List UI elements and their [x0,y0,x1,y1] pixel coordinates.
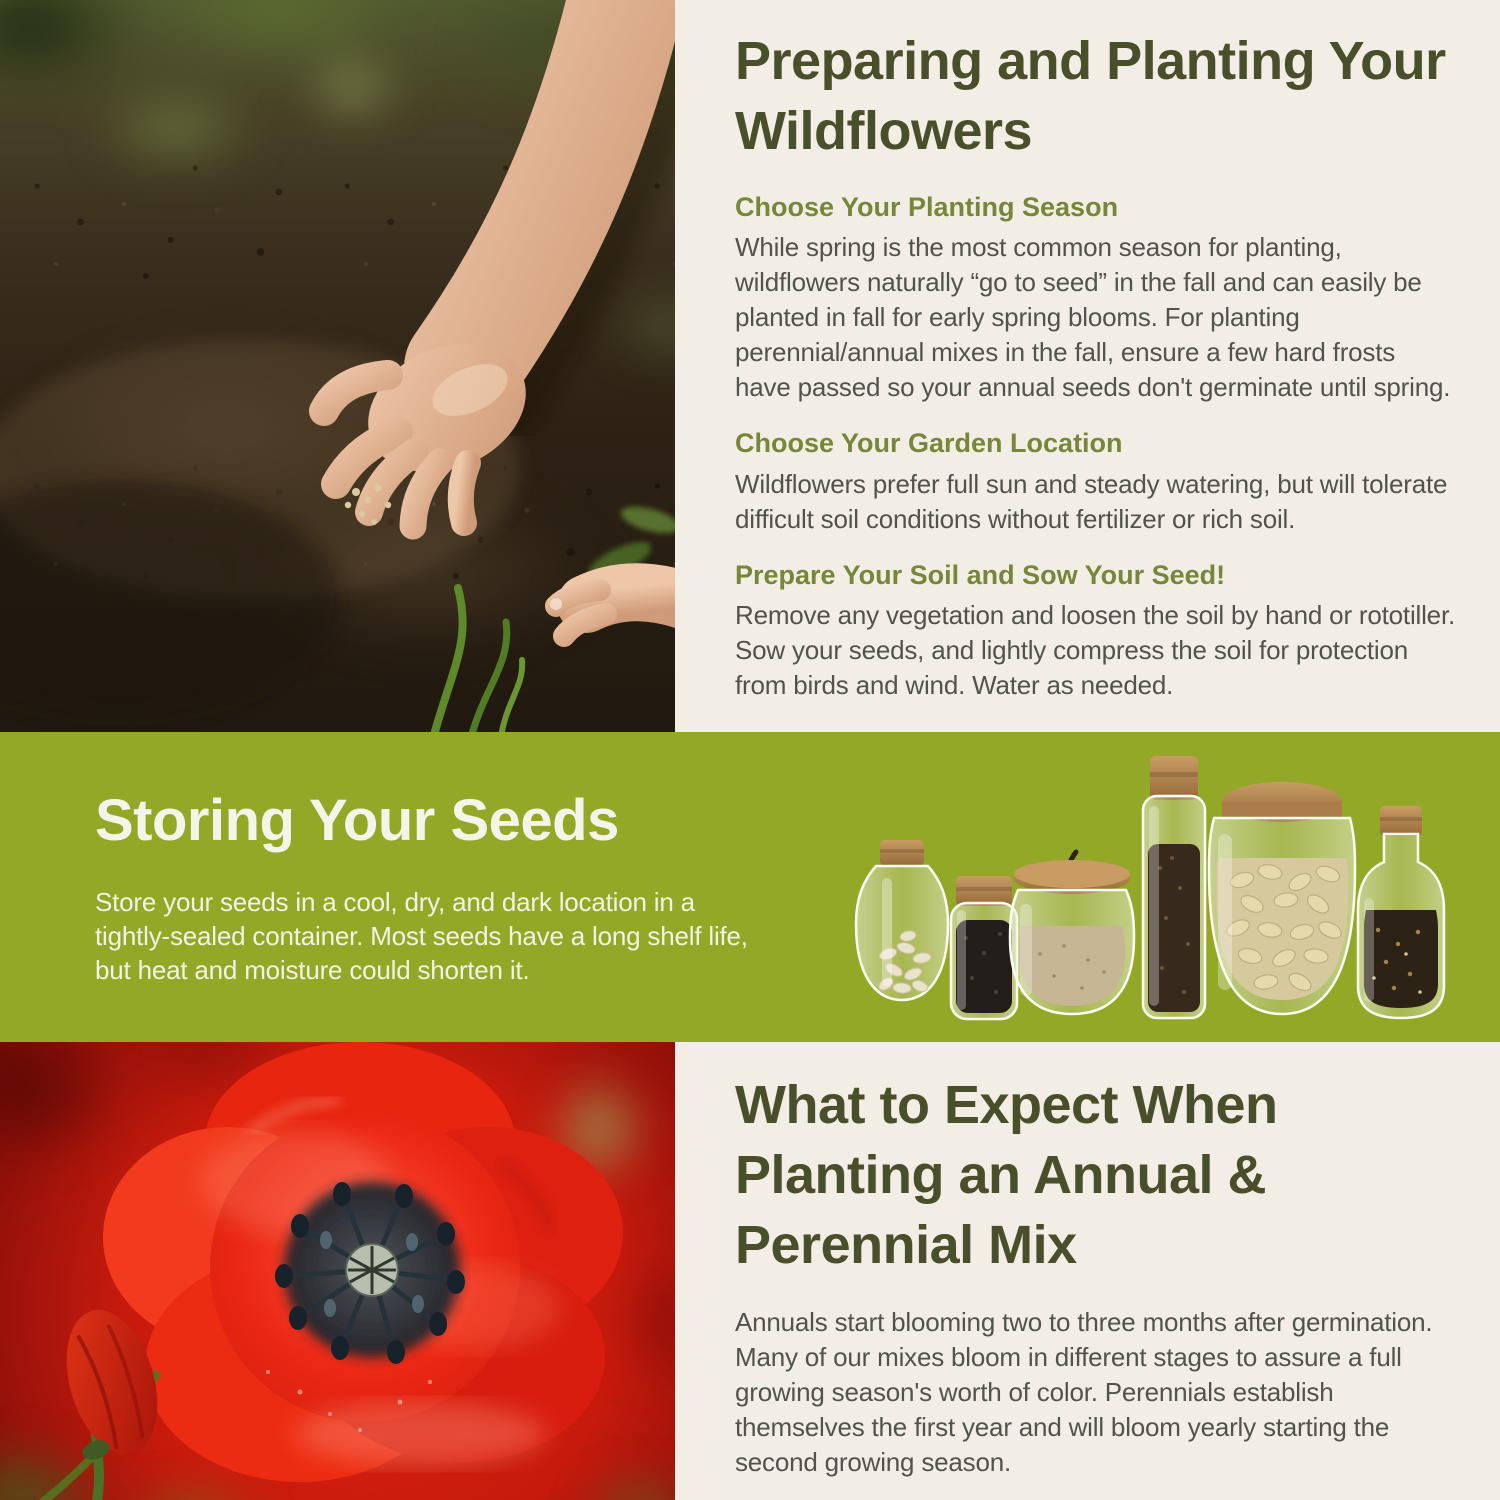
what-to-expect-section [675,1042,1500,1500]
what-to-expect-title: What to Expect When Planting an Annual & Perennial Mix [735,1075,1278,1276]
storing-seeds-text [95,788,795,987]
grass-blades [432,588,522,732]
sowing-hand-illustration [0,0,675,732]
jar-mixed-seeds [1358,806,1444,1018]
red-poppy-photo [0,1042,675,1500]
second-hand [550,590,675,636]
poppy-bud [30,1299,173,1500]
jar-white-beans [856,840,948,1000]
poppy-illustration [0,1042,675,1500]
prepare-soil-heading: Prepare Your Soil and Sow Your Seed! [735,559,1226,590]
jar-tall-cylinder [1143,756,1205,1018]
what-to-expect-body: Annuals start blooming two to three months after germination. Many of our mixes bloom in different stages to assure a full growing season's worth of color. Perennials establish themselves the first year and will bloom yearly starting the second growing season. [735,1306,1433,1477]
planting-season-heading: Choose Your Planting Season [735,192,1119,223]
seed-jars-photo [850,748,1465,1034]
sowing-hand-photo [0,0,675,732]
garden-location-body: Wildflowers prefer full sun and steady watering, but will tolerate difficult soil conditions without fertilizer or rich soil. [735,468,1448,534]
preparing-planting-section [675,0,1500,732]
storing-seeds-title: Storing Your Seeds [95,788,619,853]
jar-pumpkin-seeds [1209,782,1355,1014]
storing-seeds-body: Store your seeds in a cool, dry, and dark location in a tightly-sealed container. Most seeds have a long shelf life, but heat and moisture could shorten it. [95,886,748,985]
jar-tan-seeds [1010,852,1134,1014]
prepare-soil-body: Remove any vegetation and loosen the soil by hand or rototiller. Sow your seeds, and lightly compress the soil for protection from birds and wind. Water as needed. [735,599,1455,700]
garden-location-heading: Choose Your Garden Location [735,428,1123,459]
planting-season-body: While spring is the most common season for planting, wildflowers naturally “go to seed” in the fall and can easily be planted in fall for early spring blooms. For planting perennial/annual mixes in the fall, ensure a few hard frosts have passed so your annual seeds don't germinate until spring. [735,232,1451,403]
preparing-title: Preparing and Planting Your Wildflowers [735,31,1446,162]
jar-dark-seeds [951,876,1017,1019]
